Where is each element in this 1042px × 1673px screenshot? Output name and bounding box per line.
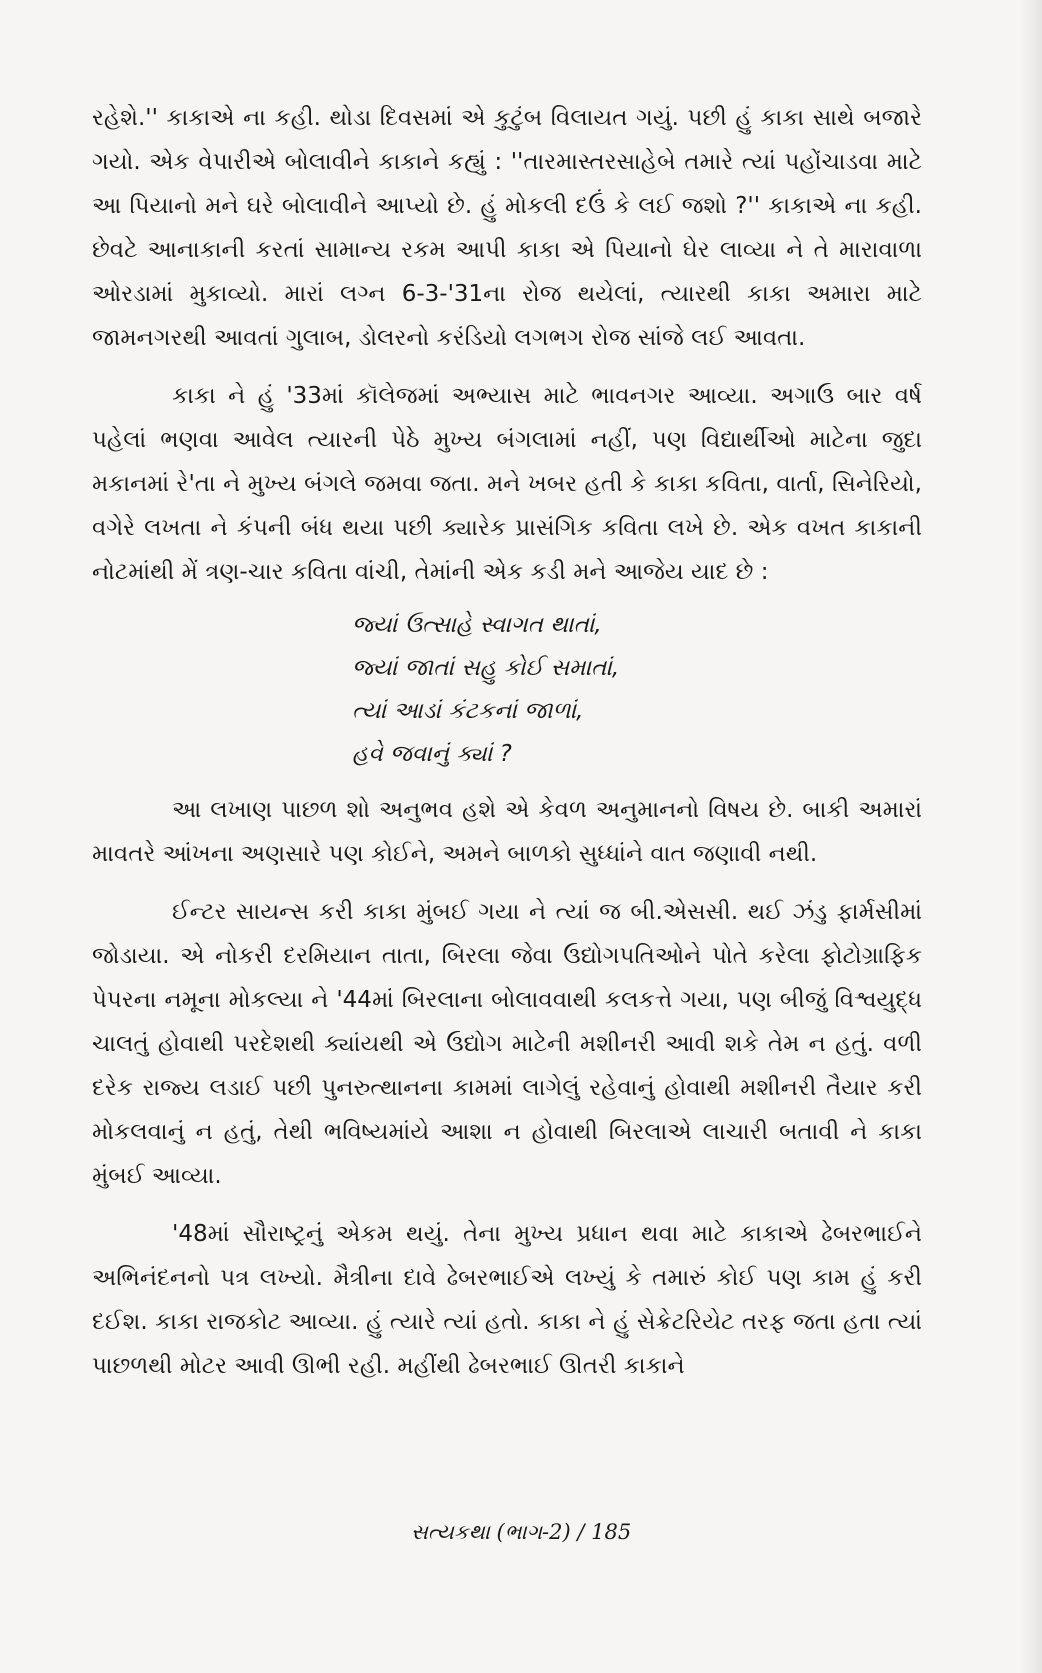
paragraph-1: રહેશે.'' કાકાએ ના કહી. થોડા દિવસમાં એ કુટુંબ વિલાયત ગયું. પછી હું કાકા સાથે બજારે ગયો. એક વેપારીએ બોલાવીને કાકાને કહ્યું : ''તારમાસ્તરસાહેબે તમારે ત્યાં પહોંચાડવા માટે આ પિયાનો મને ઘરે બોલાવીને આપ્યો છે. હું મોકલી દઉં કે લઈ જશો ?'' કાકાએ ના કહી. છેવટે આનાકાની કરતાં સામાન્ય રકમ આપી કાકા એ પિયાનો ઘેર લાવ્યા ને તે મારાવાળા ઓરડામાં મુકાવ્યો. મારાં લગ્ન 6-3-'31ના રોજ થયેલાં, ત્યારથી કાકા અમારા માટે જામનગરથી આવતાં ગુલાબ, ડોલરનો કરંડિયો લગભગ રોજ સાંજે લઈ આવતા. xyxy=(92,105,922,351)
poem-line-1: જ્યાં ઉત્સાહે સ્વાગત થાતાં, xyxy=(352,612,602,638)
paragraph-2: કાકા ને હું '33માં કૉલેજમાં અભ્યાસ માટે ભાવનગર આવ્યા. અગાઉ બાર વર્ષ પહેલાં ભણવા આવેલ ત્યારની પેઠે મુખ્ય બંગલામાં નહીં, પણ વિદ્યાર્થીઓ માટેના જુદા મકાનમાં રે'તા ને મુખ્ય બંગલે જમવા જતા. મને ખબર હતી કે કાકા કવિતા, વાર્તા, સિનેરિયો, વગેરે લખતા ને કંપની બંધ થયા પછી ક્યારેક પ્રાસંગિક કવિતા લખે છે. એક વખત કાકાની નોટમાંથી મેં ત્રણ-ચાર કવિતા વાંચી, તેમાંની એક કડી મને આજેય યાદ છે : xyxy=(92,383,922,585)
paragraph-4: ઈન્ટર સાયન્સ કરી કાકા મુંબઈ ગયા ને ત્યાં જ બી.એસસી. થઈ ઝંડુ ફાર્મસીમાં જોડાયા. એ નોકરી દરમિયાન તાતા, બિરલા જેવા ઉદ્યોગપતિઓને પોતે કરેલા ફોટોગ્રાફિક પેપરના નમૂના મોકલ્યા ને '44માં બિરલાના બોલાવવાથી કલકત્તે ગયા, પણ બીજું વિશ્વયુદ્ધ ચાલતું હોવાથી પરદેશથી ક્યાંયથી એ ઉદ્યોગ માટેની મશીનરી આવી શકે તેમ ન હતું. વળી દરેક રાજ્ય લડાઈ પછી પુનરુત્થાનના કામમાં લાગેલું રહેવાનું હોવાથી મશીનરી તૈયાર કરી મોકલવાનું ન હતું, તેથી ભવિષ્યમાંયે આશા ન હોવાથી બિરલાએ લાચારી બતાવી ને કાકા મુંબઈ આવ્યા. xyxy=(92,899,922,1189)
poem-line-3: ત્યાં આડાં કંટકનાં જાળાં, xyxy=(352,698,584,724)
poem-line-2: જ્યાં જાતાં સહુ કોઈ સમાતાં, xyxy=(352,655,620,681)
paragraph-5: '48માં સૌરાષ્ટ્રનું એકમ થયું. તેના મુખ્ય પ્રધાન થવા માટે કાકાએ ઢેબરભાઈને અભિનંદનનો પત્ર લખ્યો. મૈત્રીના દાવે ઢેબરભાઈએ લખ્યું કે તમારું કોઈ પણ કામ હું કરી દઈશ. કાકા રાજકોટ આવ્યા. હું ત્યારે ત્યાં હતો. કાકા ને હું સેક્રેટરિયેટ તરફ જતા હતા ત્યાં પાછળથી મોટર આવી ઊભી રહી. મહીંથી ઢેબરભાઈ ઊતરી કાકાને xyxy=(92,1221,922,1379)
scan-edge-shadow xyxy=(1020,0,1042,1673)
poem-line-4: હવે જવાનું ક્યાં ? xyxy=(352,741,512,767)
poem-stanza xyxy=(352,604,922,776)
body-text xyxy=(92,96,922,1388)
paragraph-3: આ લખાણ પાછળ શો અનુભવ હશે એ કેવળ અનુમાનનો વિષય છે. બાકી અમારાં માવતરે આંખના અણસારે પણ કોઈને, અમને બાળકો સુધ્ધાંને વાત જણાવી નથી. xyxy=(92,797,922,867)
page-footer: સત્યકથા (ભાગ-2) / 185 xyxy=(410,1520,632,1544)
